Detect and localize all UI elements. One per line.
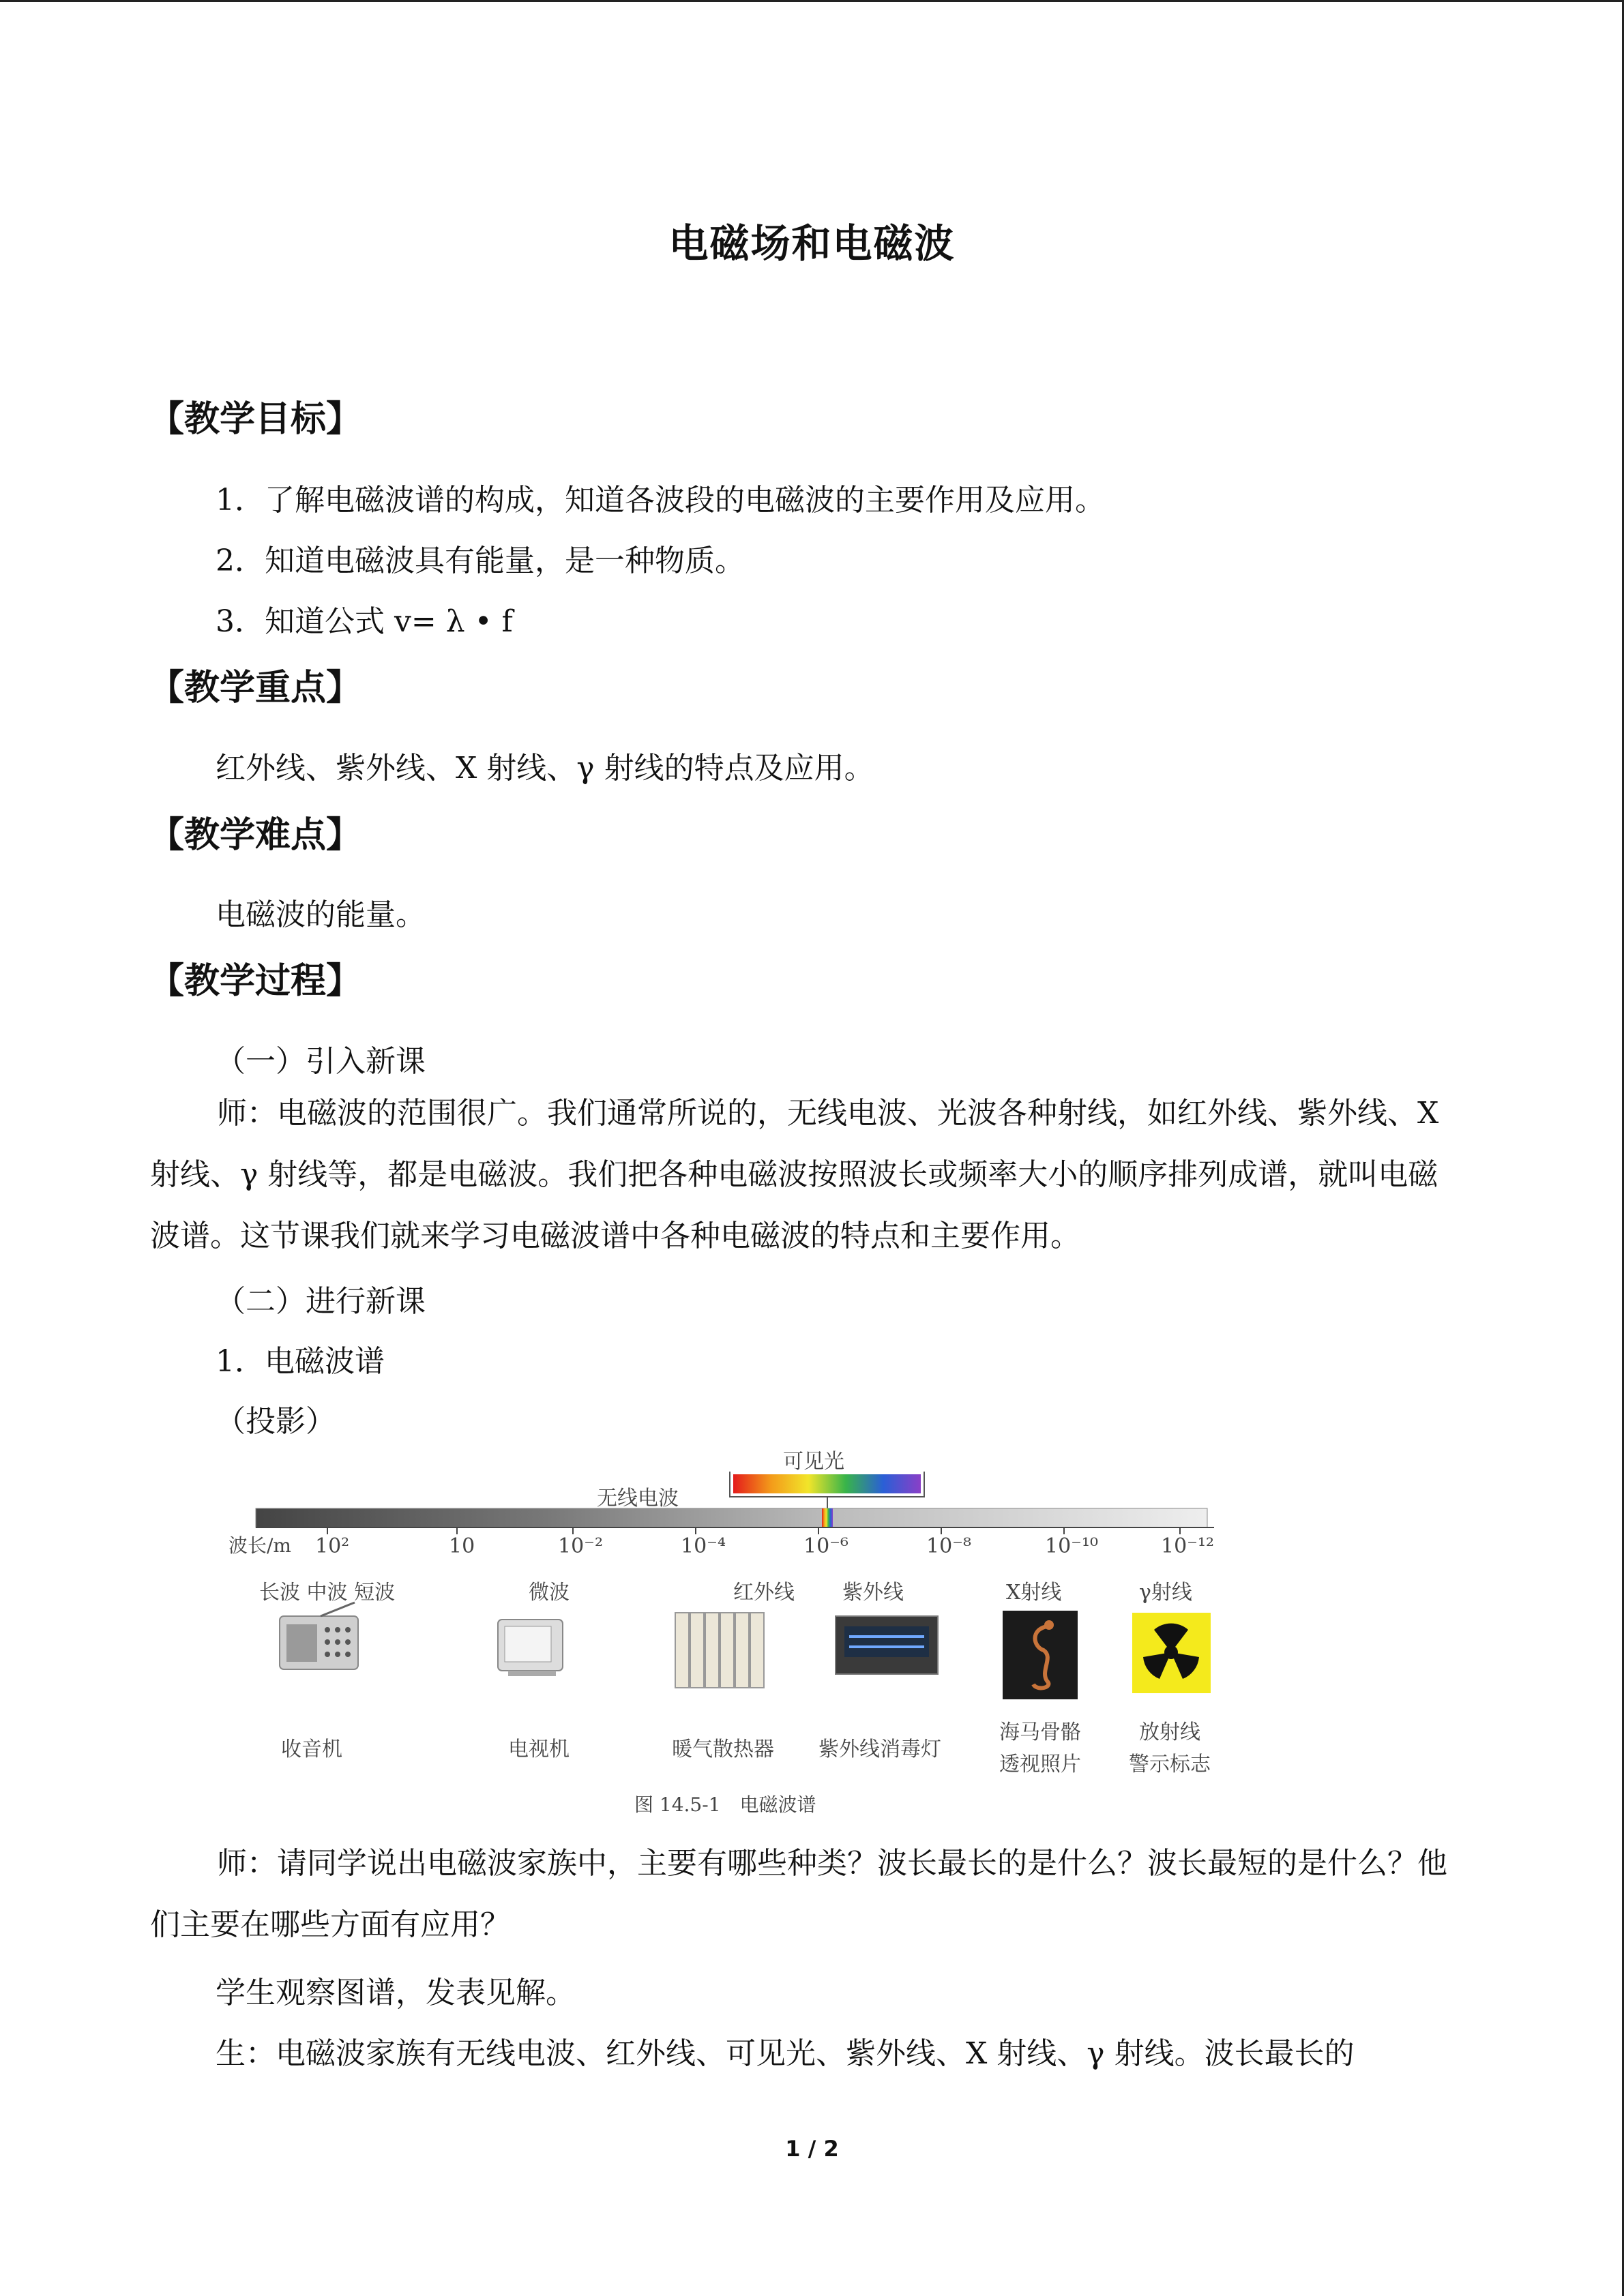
device-label: 透视照片: [999, 1753, 1081, 1776]
goal-item-2: 2．知道电磁波具有能量，是一种物质。: [216, 543, 745, 578]
band-label: 长波 中波 短波: [259, 1581, 396, 1605]
spectrum-bar: [256, 1508, 1207, 1527]
axis-label: 波长/m: [228, 1534, 291, 1557]
xray-seahorse-icon: [1003, 1611, 1078, 1699]
tick-label: 10⁻⁴: [681, 1534, 726, 1558]
radio-wave-label: 无线电波: [597, 1487, 679, 1510]
device-label: 电视机: [508, 1738, 570, 1761]
device-label: 警示标志: [1129, 1753, 1211, 1776]
radiation-warning-icon: [1132, 1613, 1211, 1693]
radio-icon: [280, 1602, 358, 1669]
process-sub4: （投影）: [216, 1404, 336, 1439]
device-label: 放射线: [1139, 1720, 1200, 1744]
device-label: 暖气散热器: [672, 1738, 774, 1761]
figure-caption: 图 14.5-1 电磁波谱: [634, 1793, 816, 1816]
band-label: 红外线: [733, 1581, 795, 1605]
spectrum-figure: [218, 1432, 1241, 1828]
device-label: 紫外线消毒灯: [818, 1738, 941, 1761]
tick-label: 10²: [315, 1534, 350, 1558]
page-number: 1 / 2: [785, 2136, 839, 2162]
tick-label: 10⁻⁸: [926, 1534, 972, 1558]
band-label: X射线: [1006, 1581, 1062, 1605]
uv-lamp-icon: [836, 1616, 938, 1674]
band-label: γ射线: [1139, 1581, 1192, 1605]
band-label: 紫外线: [842, 1581, 904, 1605]
spectrum-drawing: [218, 1432, 1241, 1828]
visible-light-label: 可见光: [783, 1450, 844, 1474]
process-sub1: （一）引入新课: [216, 1044, 426, 1079]
heading-key: 【教学重点】: [149, 668, 362, 709]
process-para2: 师：请同学说出电磁波家族中，主要有哪些种类？波长最长的是什么？波长最短的是什么？他们主要在哪些方面有应用？: [150, 1846, 1447, 1942]
difficult-text: 电磁波的能量。: [216, 897, 426, 932]
goal-item-3: 3．知道公式 v= λ • f: [216, 604, 513, 639]
top-border: [0, 0, 1624, 2]
band-label: 微波: [529, 1581, 570, 1605]
process-sub3: 1．电磁波谱: [216, 1344, 385, 1379]
visible-spectrum-band: [733, 1474, 921, 1493]
radiator-icon: [675, 1613, 764, 1688]
process-para4: 生：电磁波家族有无线电波、红外线、可见光、紫外线、X 射线、γ 射线。波长最长的: [216, 2036, 1355, 2071]
tick-label: 10⁻²: [558, 1534, 604, 1558]
process-para3: 学生观察图谱，发表见解。: [216, 1976, 576, 2010]
tv-icon: [498, 1620, 563, 1676]
tick-label: 10⁻¹⁰: [1045, 1534, 1099, 1558]
goal-item-1: 1．了解电磁波谱的构成，知道各波段的电磁波的主要作用及应用。: [216, 483, 1105, 518]
process-para1: 师：电磁波的范围很广。我们通常所说的，无线电波、光波各种射线，如红外线、紫外线、X 射线、γ 射线等，都是电磁波。我们把各种电磁波按照波长或频率大小的顺序排列成谱，就叫电磁波谱。这节课我们就来学习电磁波谱中各种电磁波的特点和主要作用。: [150, 1096, 1439, 1253]
heading-goals: 【教学目标】: [149, 399, 362, 440]
device-label: 海马骨骼: [999, 1720, 1081, 1744]
tick-label: 10: [449, 1534, 475, 1558]
process-sub2: （二）进行新课: [216, 1284, 426, 1319]
device-label: 收音机: [281, 1738, 342, 1761]
key-text: 红外线、紫外线、X 射线、γ 射线的特点及应用。: [216, 751, 874, 786]
heading-difficult: 【教学难点】: [149, 815, 362, 856]
heading-process: 【教学过程】: [149, 961, 362, 1002]
tick-label: 10⁻⁶: [803, 1534, 849, 1558]
page-title: 电磁场和电磁波: [668, 220, 956, 267]
tick-label: 10⁻¹²: [1161, 1534, 1215, 1558]
